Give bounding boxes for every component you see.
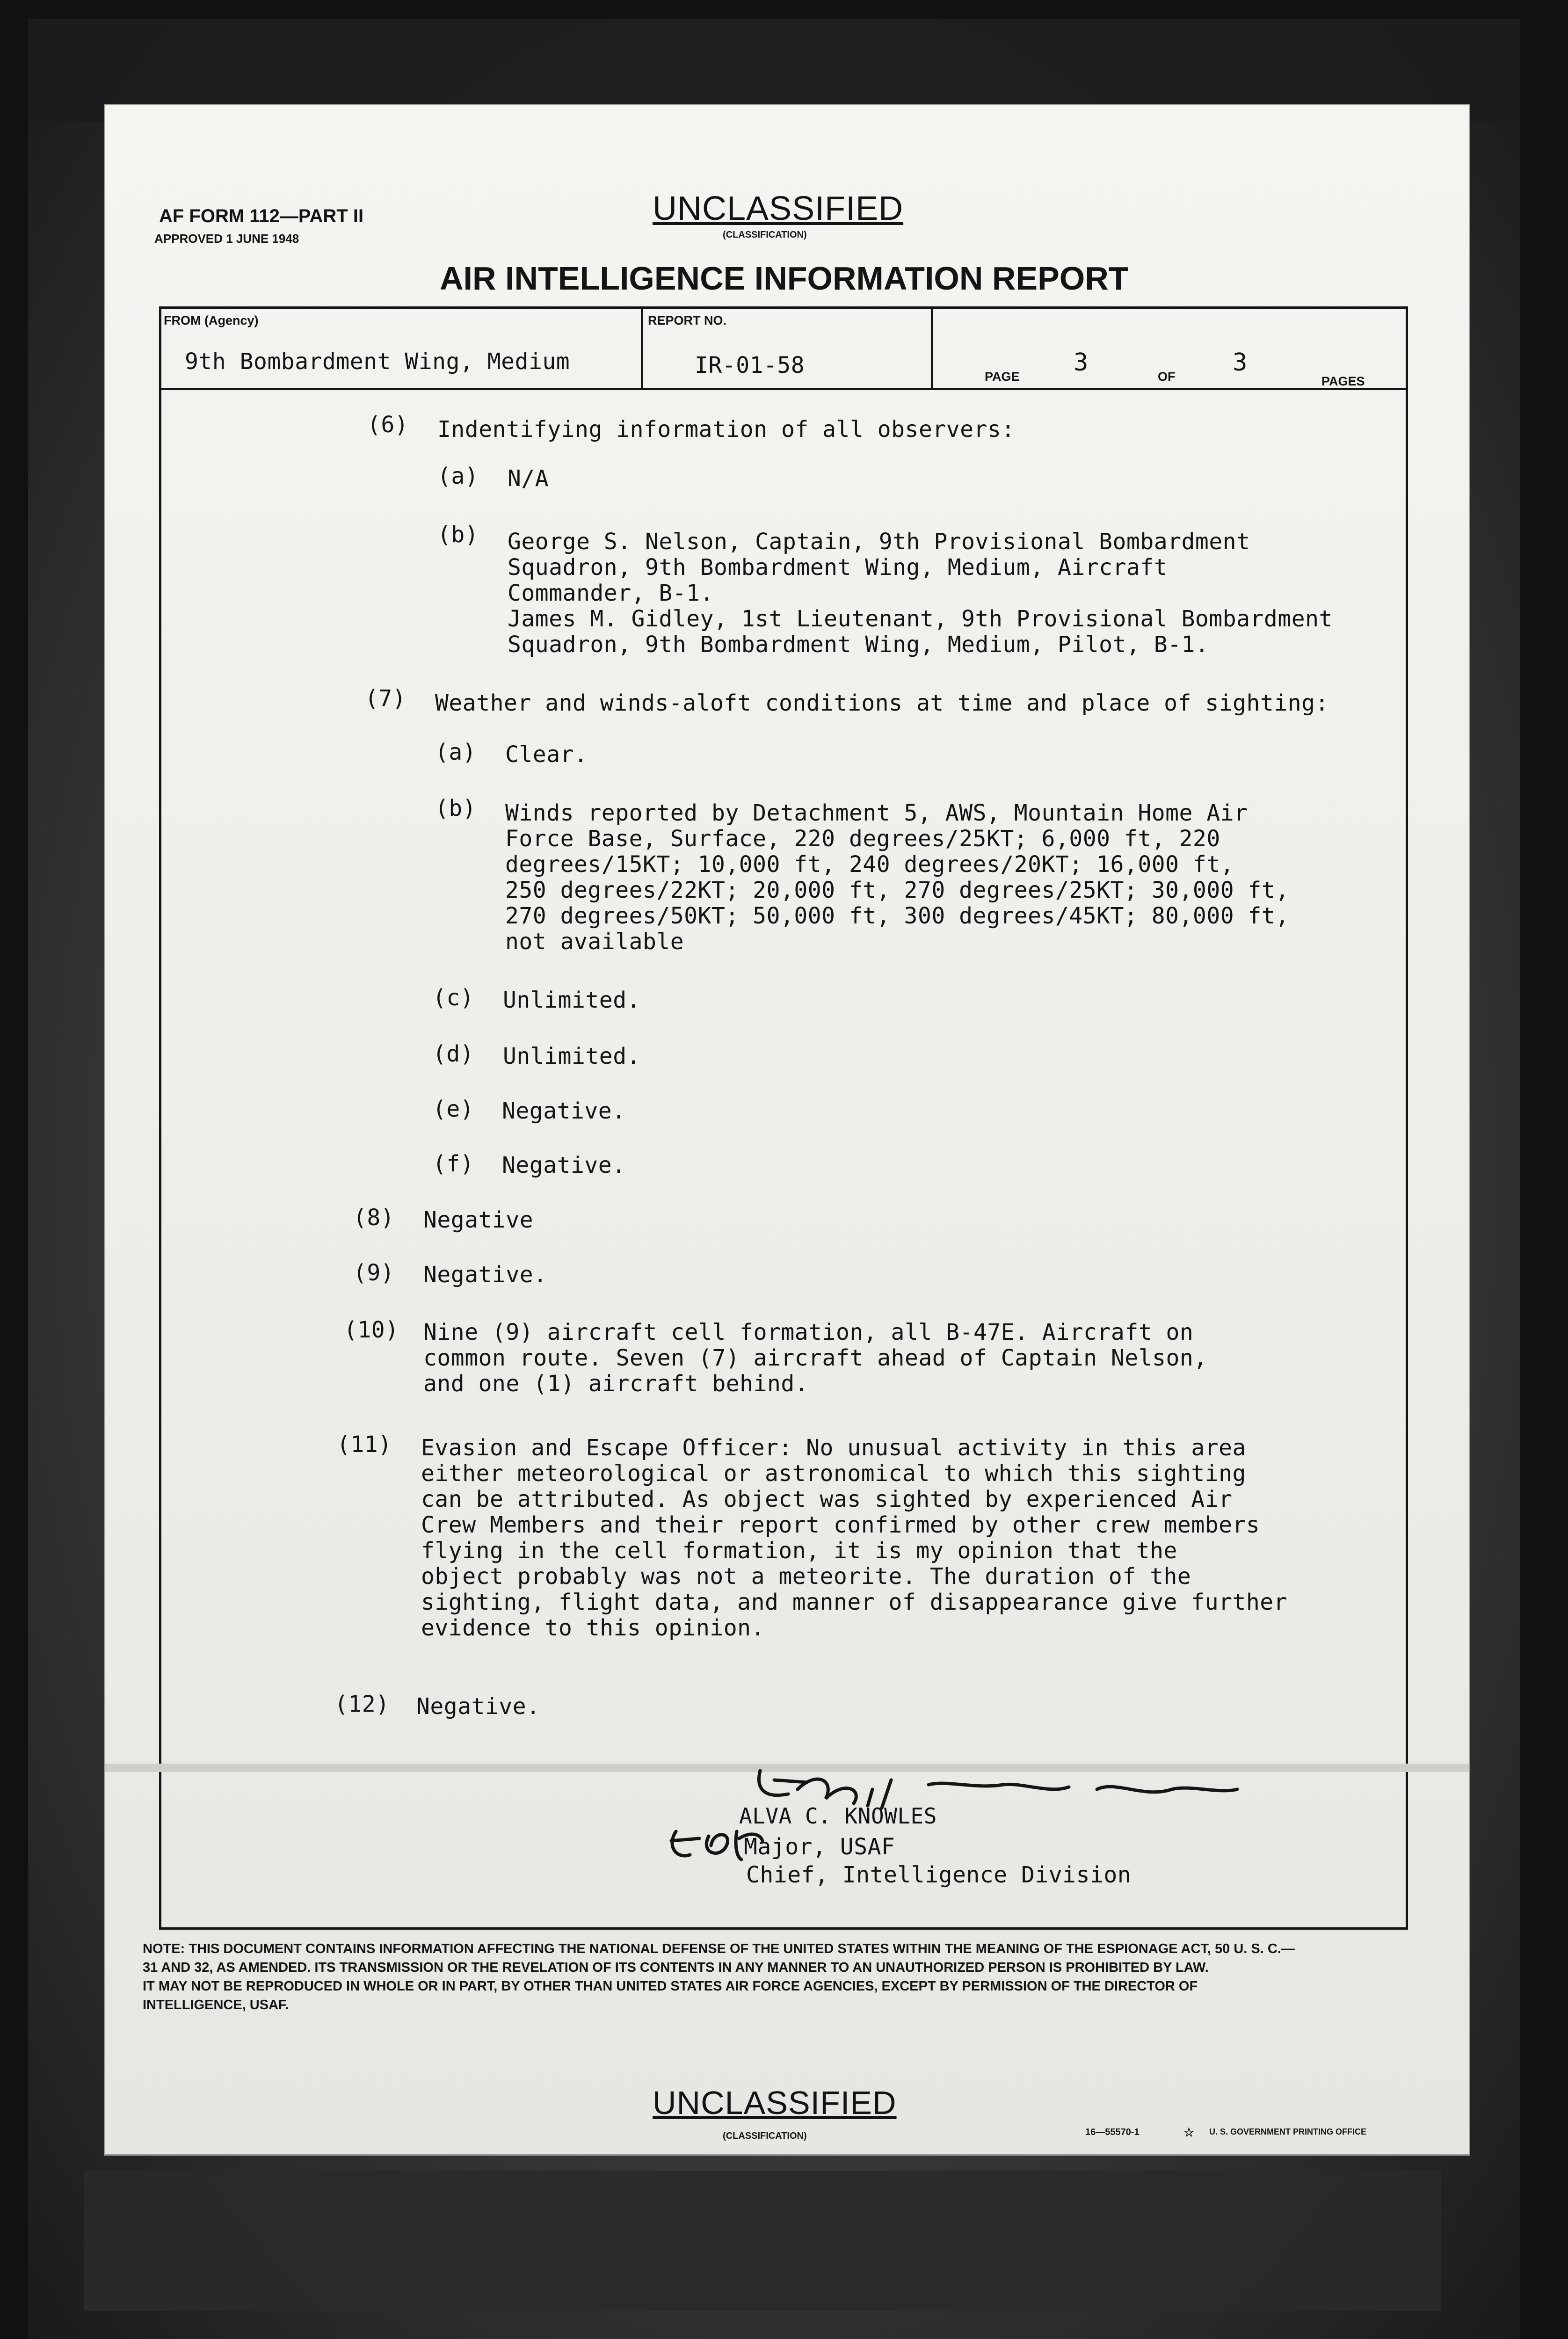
item-text: Negative.: [502, 1098, 626, 1124]
item-text: Weather and winds-aloft conditions at time and place of sighting:: [435, 690, 1329, 716]
notice-line: IT MAY NOT BE REPRODUCED IN WHOLE OR IN PART, BY OTHER THAN UNITED STATES AIR FORCE AGENCIES, EXCEPT BY PERMISSION OF THE DIRECTOR OF: [143, 1979, 1198, 1994]
box-top-line: [159, 306, 1408, 309]
header-divider-1: [641, 306, 643, 390]
report-no-label: REPORT NO.: [648, 313, 727, 327]
header-divider-2: [931, 306, 933, 390]
item-line: Squadron, 9th Bombardment Wing, Medium, Pilot, B-1.: [508, 632, 1209, 658]
item-line: Crew Members and their report confirmed by other crew members: [421, 1512, 1260, 1538]
form-id: AF FORM 112—PART II: [159, 206, 364, 226]
item-number: (9): [353, 1260, 395, 1286]
printer-name: U. S. GOVERNMENT PRINTING OFFICE: [1209, 2127, 1367, 2136]
item-number: (6): [367, 412, 409, 438]
item-line: sighting, flight data, and manner of disappearance give further: [421, 1589, 1288, 1615]
scan-dark-band-bottom: [84, 2171, 1441, 2311]
of-label: OF: [1158, 370, 1176, 384]
box-left-line: [159, 306, 161, 1930]
item-text: Unlimited.: [503, 1043, 640, 1069]
pages-label: PAGES: [1321, 374, 1365, 388]
item-text: Indentifying information of all observers:: [437, 416, 1015, 443]
page-value: 3: [1074, 349, 1089, 377]
item-line: Commander, B-1.: [508, 580, 714, 606]
item-line: flying in the cell formation, it is my opinion that the: [421, 1538, 1177, 1564]
item-line: 250 degrees/22KT; 20,000 ft, 270 degrees/25KT; 30,000 ft,: [505, 877, 1289, 903]
item-line: James M. Gidley, 1st Lieutenant, 9th Provisional Bombardment: [508, 606, 1333, 632]
item-number: (8): [353, 1205, 395, 1231]
header-row-line: [159, 388, 1408, 390]
item-text: N/A: [508, 465, 549, 492]
item-letter: (b): [437, 522, 479, 548]
form-approved: APPROVED 1 JUNE 1948: [154, 232, 299, 246]
printer-star-icon: ☆: [1183, 2125, 1195, 2139]
item-line: object probably was not a meteorite. The duration of the: [421, 1563, 1191, 1590]
notice-line: 31 AND 32, AS AMENDED. ITS TRANSMISSION OR THE REVELATION OF ITS CONTENTS IN ANY MANNER TO AN UNAUTHORIZED PERSON IS PROHIBITED BY LAW.: [143, 1960, 1209, 1975]
item-line: 270 degrees/50KT; 50,000 ft, 300 degrees/45KT; 80,000 ft,: [505, 903, 1289, 929]
item-text: Negative.: [423, 1262, 547, 1288]
item-text: Negative: [423, 1207, 534, 1233]
signatory-rank: Major, USAF: [744, 1834, 895, 1860]
box-right-line: [1406, 306, 1408, 1930]
item-line: Winds reported by Detachment 5, AWS, Mountain Home Air: [505, 800, 1248, 826]
item-number: (12): [334, 1691, 390, 1717]
page-label: PAGE: [985, 370, 1020, 384]
classification-top: UNCLASSIFIED: [653, 190, 904, 227]
of-value: 3: [1233, 349, 1248, 377]
report-sheet: [105, 105, 1469, 2154]
print-code: 16—55570-1: [1085, 2127, 1140, 2137]
item-letter: (d): [433, 1041, 474, 1067]
item-text: Unlimited.: [503, 987, 640, 1013]
item-line: Squadron, 9th Bombardment Wing, Medium, Aircraft: [508, 554, 1168, 581]
item-letter: (e): [433, 1096, 474, 1122]
signatory-name: ALVA C. KNOWLES: [739, 1803, 937, 1829]
item-text: Negative.: [502, 1152, 626, 1178]
item-letter: (f): [433, 1151, 474, 1177]
item-line: can be attributed. As object was sighted by experienced Air: [421, 1486, 1233, 1512]
item-line: common route. Seven (7) aircraft ahead of Captain Nelson,: [423, 1345, 1207, 1371]
item-line: George S. Nelson, Captain, 9th Provisional Bombardment: [508, 529, 1250, 555]
classification-caption-bottom: (CLASSIFICATION): [723, 2131, 807, 2141]
item-line: not available: [505, 929, 684, 955]
item-letter: (c): [433, 985, 474, 1011]
item-line: Force Base, Surface, 220 degrees/25KT; 6,000 ft, 220: [505, 826, 1220, 852]
signatory-title: Chief, Intelligence Division: [746, 1862, 1132, 1888]
from-label: FROM (Agency): [164, 313, 259, 327]
classification-caption-top: (CLASSIFICATION): [723, 230, 807, 240]
item-letter: (b): [435, 795, 477, 821]
classification-bottom: UNCLASSIFIED: [653, 2085, 897, 2121]
item-line: either meteorological or astronomical to which this sighting: [421, 1460, 1246, 1487]
item-letter: (a): [437, 463, 479, 489]
notice-line: INTELLIGENCE, USAF.: [143, 1998, 289, 2012]
from-value: 9th Bombardment Wing, Medium: [185, 349, 570, 375]
item-letter: (a): [435, 739, 477, 765]
item-number: (10): [344, 1317, 399, 1343]
report-no-value: IR-01-58: [695, 352, 805, 378]
item-line: Evasion and Escape Officer: No unusual activity in this area: [421, 1435, 1246, 1461]
notice-line: NOTE: THIS DOCUMENT CONTAINS INFORMATION AFFECTING THE NATIONAL DEFENSE OF THE UNITED STATES WITHIN THE MEANING OF THE ESPIONAGE ACT, 50 U. S. C.—: [143, 1941, 1295, 1956]
item-line: degrees/15KT; 10,000 ft, 240 degrees/20KT; 16,000 ft,: [505, 851, 1234, 878]
item-line: and one (1) aircraft behind.: [423, 1371, 809, 1397]
item-line: evidence to this opinion.: [421, 1615, 765, 1641]
report-title: AIR INTELLIGENCE INFORMATION REPORT: [440, 260, 1129, 297]
item-text: Clear.: [505, 741, 588, 768]
item-text: Negative.: [416, 1693, 540, 1720]
item-number: (11): [337, 1431, 392, 1458]
box-bottom-line: [159, 1927, 1408, 1930]
item-number: (7): [365, 685, 407, 712]
item-line: Nine (9) aircraft cell formation, all B-47E. Aircraft on: [423, 1319, 1194, 1345]
